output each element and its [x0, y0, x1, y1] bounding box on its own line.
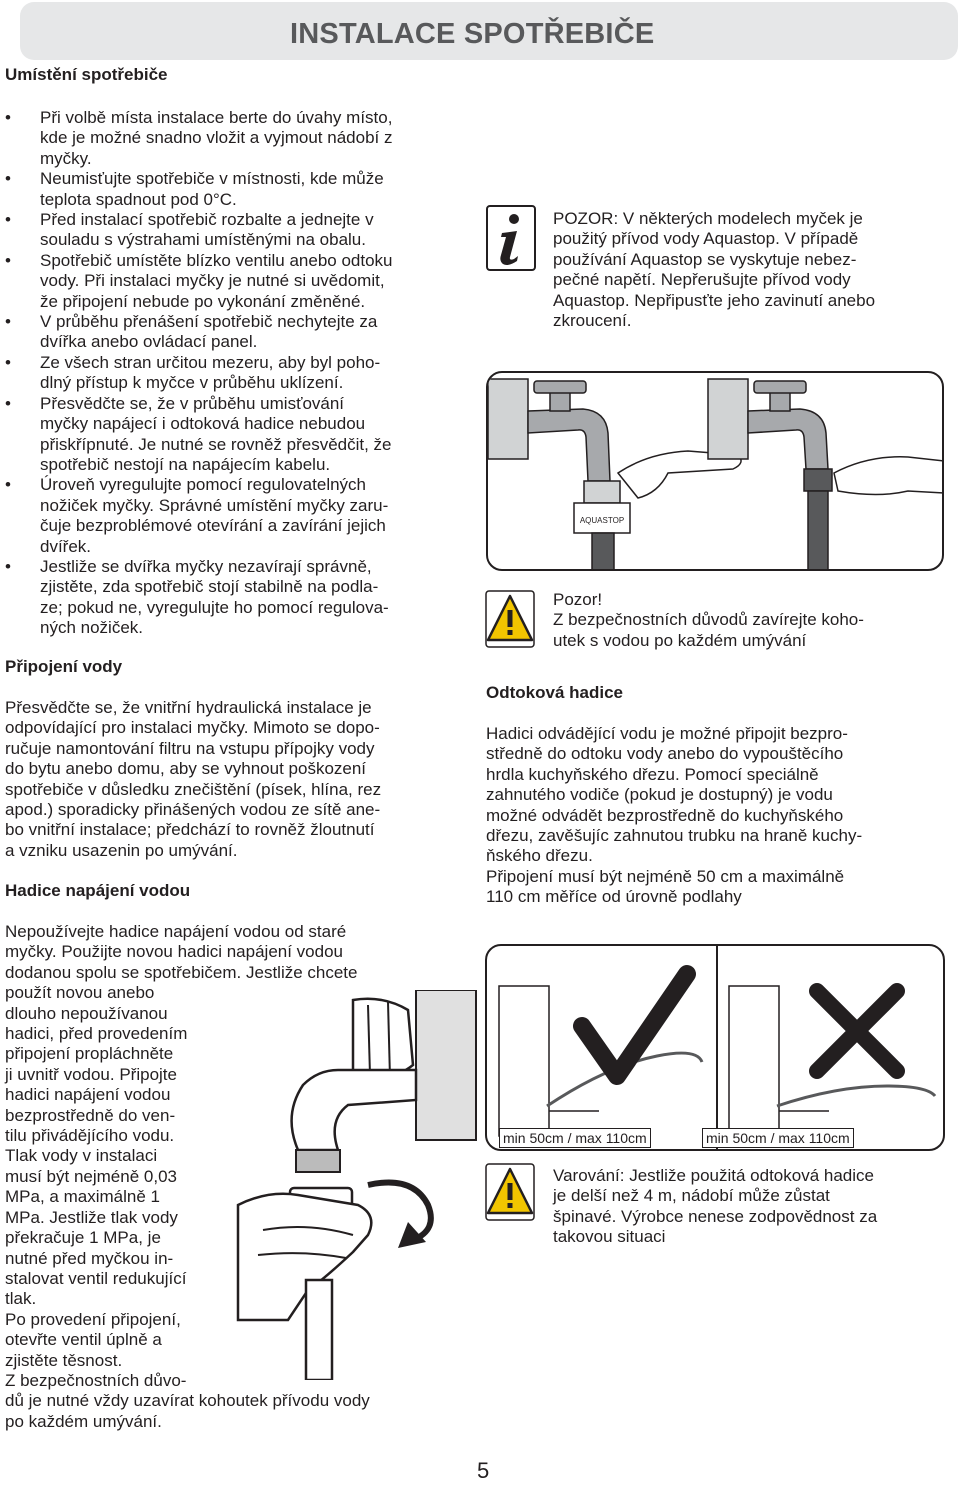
list-item: • Přesvědčte se, že v průběhu umisťování myčky napájecí i odtoková hadice nebudou přiskřípnuté. Je nutné se rovněž přesvědčit, že spotřebič nestojí na napájecím kabelu.: [5, 394, 393, 476]
list-item: • Úroveň vyregulujte pomocí regulovatelných nožiček myčky. Správné umístění myčky zaru- čuje bezproblémové otevírání a zavírání jejich dvířek.: [5, 475, 393, 557]
tap-connection-illustration: [228, 990, 478, 1380]
warning-icon: [485, 1163, 535, 1221]
water-connection-heading: Připojení vody: [5, 657, 123, 676]
placement-bullet-list: [5, 108, 393, 639]
warning-icon: [485, 590, 535, 648]
drain-height-figure: [485, 944, 945, 1151]
aquastop-notice-text: POZOR: V některých modelech myček je použitý přívod vody Aquastop. V případě používání Aquastop se vyskytuje nebez- pečné napětí. Nepřerušujte přívod vody Aquastop. Nepřipusťte jeho zavinutí anebo zkroucení.: [553, 209, 876, 331]
cross-icon: [817, 991, 897, 1071]
warning-2-text: Varování: Jestliže použitá odtoková hadice je delší než 4 m, nádobí může zůstat špinavé. Výrobce nenese zodpovědnost za takovou situaci: [553, 1166, 878, 1247]
list-item: • Spotřebič umístěte blízko ventilu anebo odtoku vody. Při instalaci myčky je nutné si uvědomit, že připojení nebude po vykonání změněné.: [5, 251, 393, 312]
tap-illustration: [488, 373, 944, 571]
page-title: INSTALACE SPOTŘEBIČE: [290, 18, 655, 50]
drain-caption-right: min 50cm / max 110cm: [702, 1128, 854, 1148]
drain-illustration: [487, 946, 945, 1151]
drain-hose-text: Hadici odvádějící vodu je možné připojit bezpro- středně do odtoku vody anebo do vypouštěcího hrdla kuchyňského dřezu. Pomocí speciálně zahnutého vodiče (pokud je dostupný) je vodu možné odvádět bezprostředně do kuchyňského dřezu, zavěšujíc zahnutou trubku na hraně kuchy- ňského dřezu. Připojení musí být nejméně 50 cm a maximálně 110 cm měříce od úrovně podlahy: [486, 724, 863, 907]
page-number: 5: [477, 1458, 490, 1483]
supply-hose-heading: Hadice napájení vodou: [5, 881, 191, 900]
placement-heading: Umístění spotřebiče: [5, 65, 168, 84]
list-item: • Před instalací spotřebič rozbalte a jednejte v souladu s výstrahami umístěnými na obalu.: [5, 210, 393, 251]
warning-1-text: Pozor! Z bezpečnostních důvodů zavírejte koho- utek s vodou po každém umývání: [553, 590, 864, 650]
aquastop-label: AQUASTOP: [579, 516, 625, 525]
water-connection-text: Přesvědčte se, že vnitřní hydraulická instalace je odpovídající pro instalaci myčky. Mimoto se dopo- ručuje namontování filtru na vstupu přípojky vody do bytu anebo domu, aby se vyhnout poškození spotřebiče v důsledku znečištění (písek, hlína, rez apod.) sporadicky přinášených vodou ze sítě ane- bo vnitřní instalace; předchází to rovněž žloutnutí a vzniku usazenin po umývání.: [5, 698, 382, 860]
list-item: • Neumisťujte spotřebiče v místnosti, kde může teplota spadnout pod 0°C.: [5, 169, 393, 210]
list-item: • Ze všech stran určitou mezeru, aby byl poho- dlný přístup k myčce v průběhu uklízení.: [5, 353, 393, 394]
list-item: • Při volbě místa instalace berte do úvahy místo, kde je možné snadno vložit a vyjmout nádobí z myčky.: [5, 108, 393, 169]
aquastop-tap-figure: [486, 371, 944, 571]
checkmark-icon: [582, 974, 687, 1076]
drain-caption-left: min 50cm / max 110cm: [499, 1128, 651, 1148]
list-item: • V průběhu přenášení spotřebič nechytejte za dvířka anebo ovládací panel.: [5, 312, 393, 353]
supply-hose-text: Nepoužívejte hadice napájení vodou od staré myčky. Použijte novou hadici napájení vodou dodanou spolu se spotřebičem. Jestliže chcete použít novou anebo dlouho nepoužívanou hadici, před provedením připojení propláchněte ji uvnitř vodou. Připojte hadici napájení vodou bezprostředně do ven- tilu přivádějícího vodu. Tlak vody v instalaci musí být nejméně 0,03 MPa, a maximálně 1 MPa. Jestliže tlak vody překračuje 1 MPa, je nutné před myčkou in- stalovat ventil redukující tlak. Po provedení připojení, otevřte ventil úplně a zjistěte těsnost. Z bezpečnostních důvo- dů je nutné vždy uzavírat kohoutek přívodu vody po každém umývání.: [5, 922, 370, 1431]
list-item: • Jestliže se dvířka myčky nezavírají správně, zjistěte, zda spotřebič stojí stabilně na podla- ze; pokud ne, vyregulujte ho pomocí regulova- ných nožiček.: [5, 557, 393, 639]
drain-hose-heading: Odtoková hadice: [486, 683, 623, 702]
info-icon: [486, 205, 536, 271]
